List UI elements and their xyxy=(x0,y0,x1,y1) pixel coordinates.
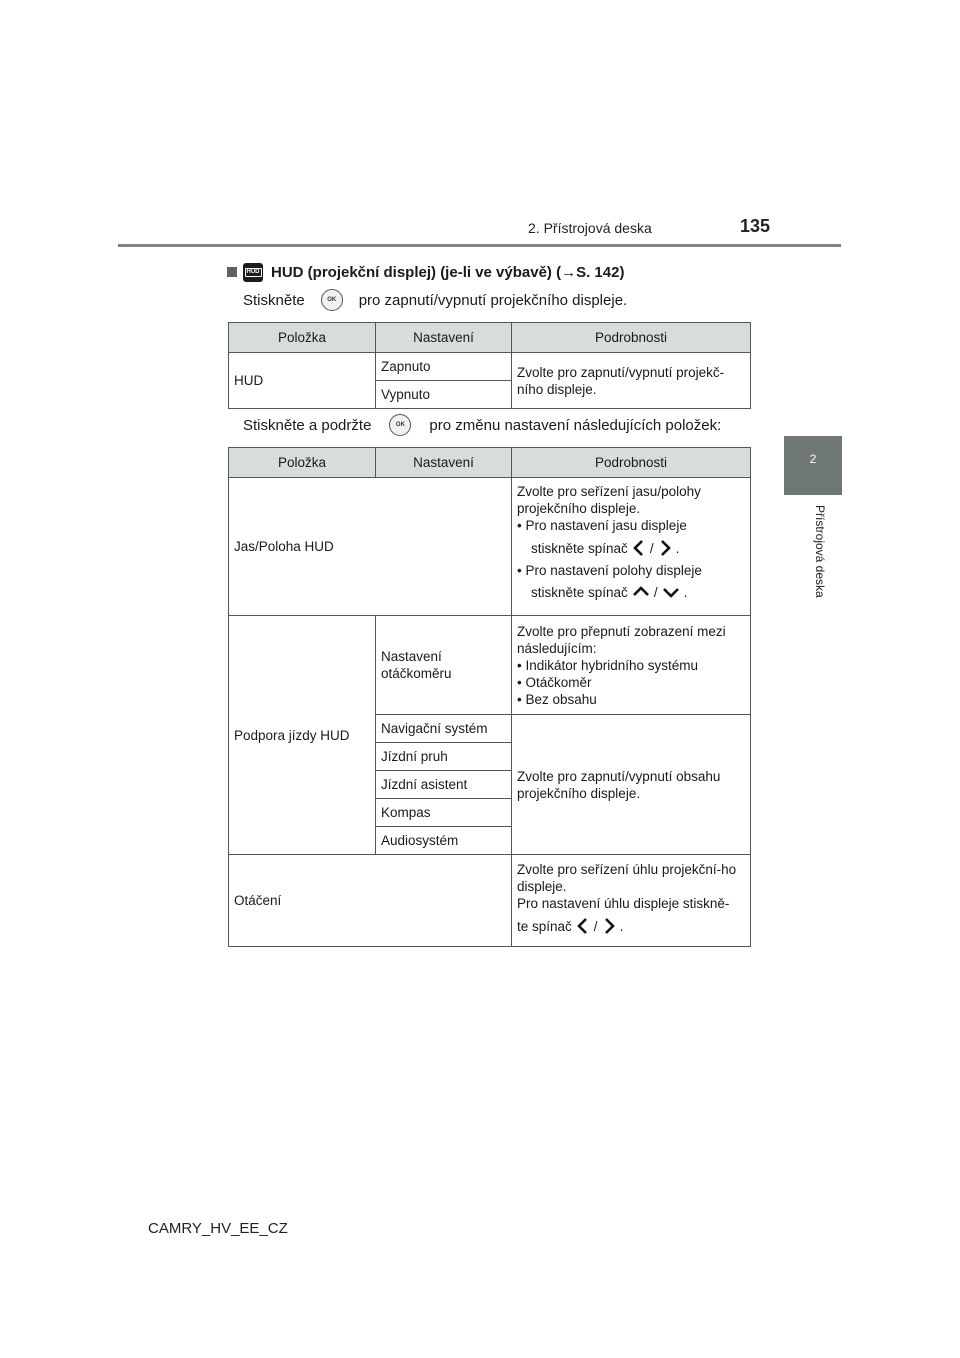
slash-text: / xyxy=(653,584,658,600)
chevron-right-icon xyxy=(602,917,616,935)
period-text: . xyxy=(675,540,680,556)
column-header-item: Položka xyxy=(229,323,376,353)
switch-text: stiskněte spínač xyxy=(531,584,628,600)
details-cell-hud: Zvolte pro zapnutí/vypnutí projekč-ního displeje. xyxy=(512,353,751,409)
header-rule xyxy=(118,244,841,247)
item-cell-rotation: Otáčení xyxy=(229,855,512,947)
intro-1-before: Stiskněte xyxy=(243,291,305,309)
bullet-position: • Pro nastavení polohy displeje xyxy=(517,563,702,578)
intro-2-after: pro změnu nastavení následujících položek: xyxy=(429,416,722,434)
bullet-hybrid-indicator: • Indikátor hybridního systému xyxy=(517,657,699,673)
table-row xyxy=(229,353,751,381)
details-cell-rotation xyxy=(512,855,751,947)
chevron-right-icon xyxy=(658,539,672,557)
chapter-tab-number: 2 xyxy=(809,452,817,466)
column-header-details: Podrobnosti xyxy=(512,448,751,478)
ok-button-label: OK xyxy=(395,422,405,428)
chevron-left-icon xyxy=(632,539,646,557)
switch-line xyxy=(517,534,679,562)
chevron-left-icon xyxy=(576,917,590,935)
bullet-tachometer: • Otáčkoměr xyxy=(517,674,592,690)
intro-line-2 xyxy=(243,414,721,436)
square-bullet-icon xyxy=(227,267,237,277)
setting-cell-lane: Jízdní pruh xyxy=(376,743,512,771)
slash-text: / xyxy=(593,918,598,934)
slash-text: / xyxy=(649,540,654,556)
hud-icon-text: HUD xyxy=(246,268,260,275)
column-header-setting: Nastavení xyxy=(376,323,512,353)
details-text: Pro nastavení úhlu displeje stiskně- xyxy=(517,896,730,911)
intro-2-before: Stiskněte a podržte xyxy=(243,416,372,434)
intro-line-1 xyxy=(243,289,627,311)
document-code-footer: CAMRY_HV_EE_CZ xyxy=(148,1220,288,1237)
setting-cell-tachometer: Nastavení otáčkoměru xyxy=(376,616,512,715)
ok-button-label: OK xyxy=(327,297,337,303)
intro-1-after: pro zapnutí/vypnutí projekčního displeje. xyxy=(358,291,628,309)
chevron-up-icon xyxy=(632,585,650,599)
setting-cell-on: Zapnuto xyxy=(376,353,512,381)
setting-cell-audio: Audiosystém xyxy=(376,827,512,855)
table-header-row xyxy=(229,323,751,353)
column-header-setting: Nastavení xyxy=(376,448,512,478)
running-header-section: 2. Přístrojová deska xyxy=(528,220,652,236)
hud-settings-table xyxy=(228,447,751,947)
details-text: Zvolte pro seřízení úhlu projekční-ho displeje. xyxy=(517,862,737,894)
chapter-tab-label: Přístrojová deska xyxy=(813,505,827,598)
chevron-down-icon xyxy=(662,585,680,599)
table-row xyxy=(229,855,751,947)
setting-cell-navigation: Navigační systém xyxy=(376,715,512,743)
section-heading xyxy=(227,262,624,282)
switch-line xyxy=(517,579,687,605)
item-cell-brightness-position: Jas/Poloha HUD xyxy=(229,478,512,616)
details-cell-tachometer xyxy=(512,616,751,715)
ok-button-icon xyxy=(321,289,343,311)
item-cell-hud: HUD xyxy=(229,353,376,409)
setting-cell-driving-assist: Jízdní asistent xyxy=(376,771,512,799)
table-row xyxy=(229,616,751,715)
chapter-tab xyxy=(784,436,842,495)
column-header-details: Podrobnosti xyxy=(512,323,751,353)
setting-cell-off: Vypnuto xyxy=(376,381,512,409)
hud-onoff-table xyxy=(228,322,751,409)
details-text: Zvolte pro přepnutí zobrazení mezi následujícím: xyxy=(517,623,726,656)
switch-text: te spínač xyxy=(517,918,572,934)
switch-line xyxy=(517,912,623,940)
table-header-row xyxy=(229,448,751,478)
period-text: . xyxy=(619,918,624,934)
section-heading-text: HUD (projekční displej) (je-li ve výbavě) (→S. 142) xyxy=(271,263,625,281)
bullet-brightness: • Pro nastavení jasu displeje xyxy=(517,518,687,533)
details-cell-brightness-position xyxy=(512,478,751,616)
table-row xyxy=(229,478,751,616)
details-text: Zvolte pro seřízení jasu/polohy projekčního displeje. xyxy=(517,484,701,516)
details-cell-content-toggle: Zvolte pro zapnutí/vypnutí obsahu projekčního displeje. xyxy=(512,715,751,855)
page-number: 135 xyxy=(740,216,771,236)
column-header-item: Položka xyxy=(229,448,376,478)
hud-icon xyxy=(243,263,263,282)
period-text: . xyxy=(683,584,688,600)
item-cell-driving-support: Podpora jízdy HUD xyxy=(229,616,376,855)
switch-text: stiskněte spínač xyxy=(531,540,628,556)
bullet-no-content: • Bez obsahu xyxy=(517,691,597,707)
setting-cell-compass: Kompas xyxy=(376,799,512,827)
ok-button-icon xyxy=(389,414,411,436)
